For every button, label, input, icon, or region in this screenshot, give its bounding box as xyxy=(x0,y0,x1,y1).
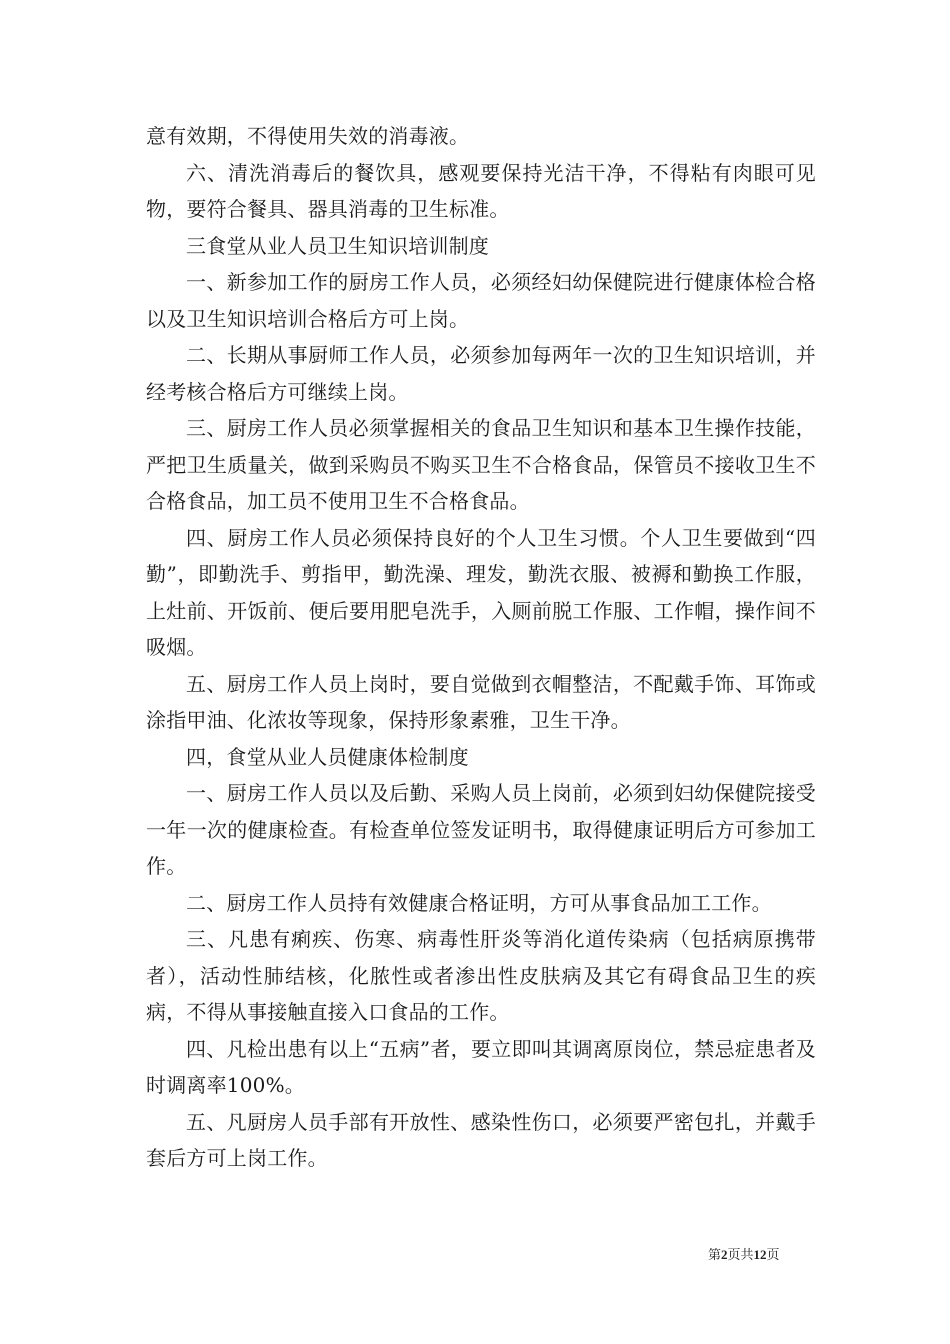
footer-suffix: 页 xyxy=(766,1248,780,1263)
paragraph-4: 二、长期从事厨师工作人员，必须参加每两年一次的卫生知识培训，并经考核合格后方可继续上岗。 xyxy=(146,343,816,404)
paragraph-11: 三、凡患有痢疾、伤寒、病毒性肝炎等消化道传染病（包括病原携带者），活动性肺结核，化脓性或者渗出性皮肤病及其它有碍食品卫生的疾病，不得从事接触直接入口食品的工作。 xyxy=(146,927,816,1024)
paragraph-5: 三、厨房工作人员必须掌握相关的食品卫生知识和基本卫生操作技能，严把卫生质量关，做到采购员不购买卫生不合格食品，保管员不接收卫生不合格食品，加工员不使用卫生不合格食品。 xyxy=(146,416,816,513)
footer-current-page: 2 xyxy=(721,1247,728,1262)
page-number-footer xyxy=(708,1247,780,1264)
paragraph-7: 五、厨房工作人员上岗时，要自觉做到衣帽整洁，不配戴手饰、耳饰或涂指甲油、化浓妆等现象，保持形象素雅，卫生干净。 xyxy=(146,671,816,732)
paragraph-10: 二、厨房工作人员持有效健康合格证明，方可从事食品加工工作。 xyxy=(186,890,772,915)
paragraph-6: 四、厨房工作人员必须保持良好的个人卫生习惯。个人卫生要做到“四勤”，即勤洗手、剪指甲，勤洗澡、理发，勤洗衣服、被褥和勤换工作服，上灶前、开饭前、便后要用肥皂洗手，入厕前脱工作服、工作帽，操作间不吸烟。 xyxy=(146,525,816,659)
document-body xyxy=(146,118,816,1177)
paragraph-12: 四、凡检出患有以上“五病”者，要立即叫其调离原岗位，禁忌症患者及时调离率100%。 xyxy=(146,1036,816,1097)
paragraph-0: 意有效期，不得使用失效的消毒液。 xyxy=(146,124,470,148)
paragraph-13: 五、凡厨房人员手部有开放性、感染性伤口，必须要严密包扎，并戴手套后方可上岗工作。 xyxy=(146,1109,816,1170)
footer-total-pages: 12 xyxy=(753,1247,767,1262)
footer-middle: 页共 xyxy=(727,1248,754,1263)
footer-prefix: 第 xyxy=(708,1248,722,1263)
section-heading-4: 四，食堂从业人员健康体检制度 xyxy=(186,744,469,769)
paragraph-3: 一、新参加工作的厨房工作人员，必须经妇幼保健院进行健康体检合格以及卫生知识培训合格后方可上岗。 xyxy=(146,270,816,331)
paragraph-9: 一、厨房工作人员以及后勤、采购人员上岗前，必须到妇幼保健院接受一年一次的健康检查。有检查单位签发证明书，取得健康证明后方可参加工作。 xyxy=(146,781,816,878)
paragraph-1: 六、清洗消毒后的餐饮具，感观要保持光洁干净，不得粘有肉眼可见物，要符合餐具、器具消毒的卫生标准。 xyxy=(146,160,816,221)
section-heading-3: 三食堂从业人员卫生知识培训制度 xyxy=(186,233,489,258)
